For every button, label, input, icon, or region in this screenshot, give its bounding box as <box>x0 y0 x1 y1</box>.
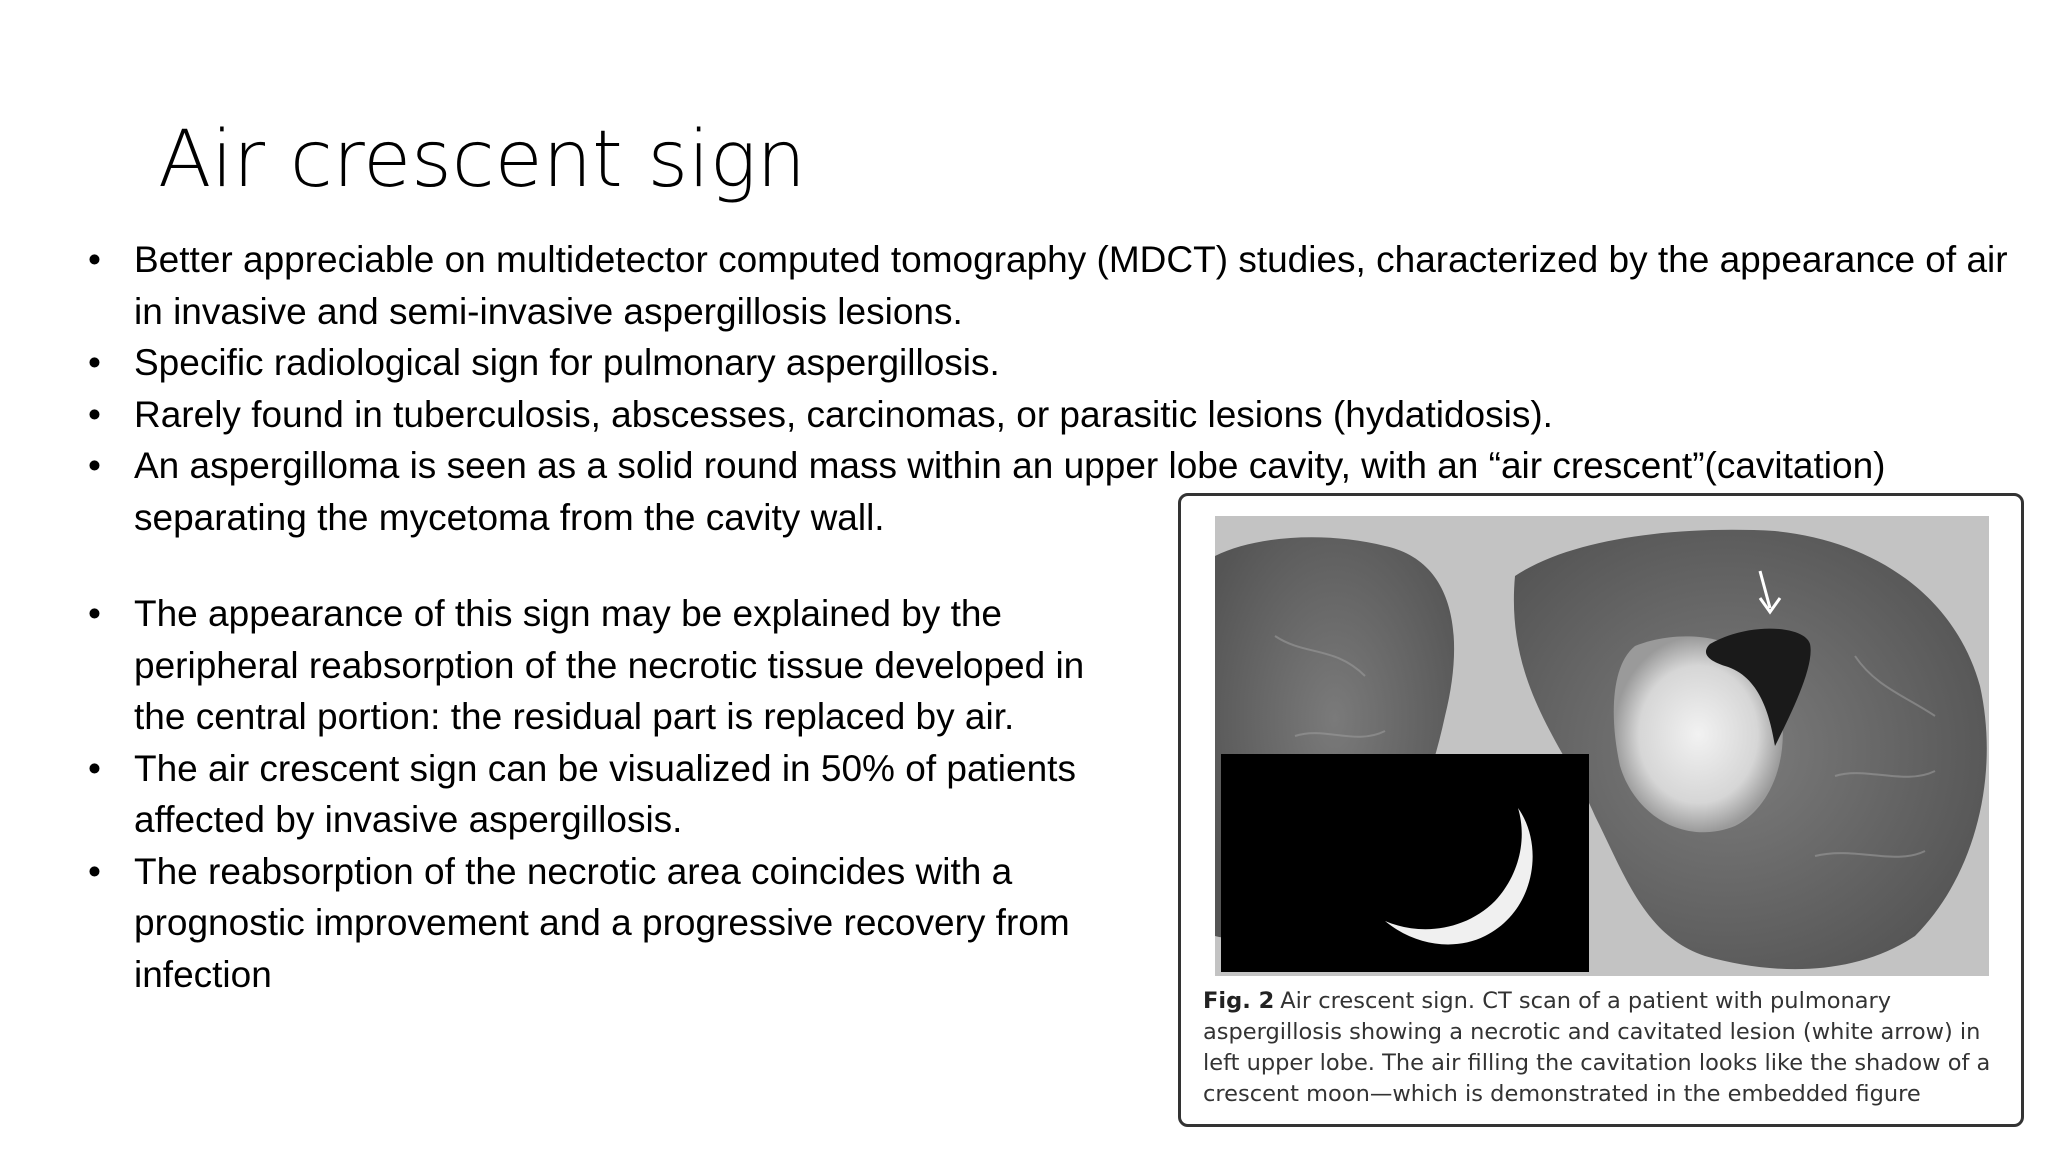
slide-title: Air crescent sign <box>158 115 806 205</box>
bullet-item: • Better appreciable on multidetector computed tomography (MDCT) studies, characterized by the appearance of air in invasive and semi-invasive aspergillosis lesions. <box>88 234 2018 337</box>
bullet-item: • Rarely found in tuberculosis, abscesses, carcinomas, or parasitic lesions (hydatidosis). <box>88 389 2018 441</box>
bullet-item: • The appearance of this sign may be explained by the peripheral reabsorption of the necrotic tissue developed in the central portion: the residual part is replaced by air. <box>88 588 1144 743</box>
figure-caption <box>1203 986 2003 1110</box>
bullet-item: • Specific radiological sign for pulmonary aspergillosis. <box>88 337 2018 389</box>
figure-frame <box>1178 493 2024 1127</box>
bullet-item: • The air crescent sign can be visualized in 50% of patients affected by invasive aspergillosis. <box>88 743 1144 846</box>
ct-scan-image <box>1215 516 1989 976</box>
bullet-item: • An aspergilloma is seen as a solid round mass within an upper lobe cavity, with an “air crescent”(cavitation) separating the mycetoma from the cavity wall. <box>88 440 1964 543</box>
bullet-list-bottom <box>88 588 1148 1000</box>
figure-caption-text: Air crescent sign. CT scan of a patient with pulmonary aspergillosis showing a necrotic and cavitated lesion (white arrow) in left upper lobe. The air filling the cavitation looks like the shadow of a crescent moon—which is demonstrated in the embedded figure <box>1203 988 1991 1107</box>
bullet-item: • The reabsorption of the necrotic area coincides with a prognostic improvement and a progressive recovery from infection <box>88 846 1144 1001</box>
figure-caption-label: Fig. 2 <box>1203 988 1275 1014</box>
